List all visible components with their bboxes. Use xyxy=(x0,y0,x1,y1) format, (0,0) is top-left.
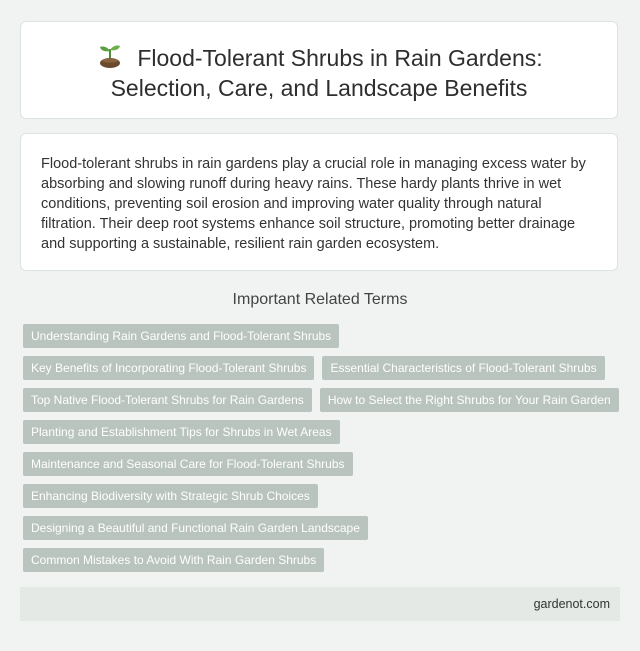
related-terms-row xyxy=(23,420,623,444)
related-term-tag[interactable]: Planting and Establishment Tips for Shrubs in Wet Areas xyxy=(23,420,340,444)
title-line-2: Selection, Care, and Landscape Benefits xyxy=(110,75,528,101)
intro-card xyxy=(20,133,618,271)
related-terms-row xyxy=(23,324,623,348)
seedling-icon xyxy=(95,43,125,69)
related-term-tag[interactable]: Key Benefits of Incorporating Flood-Tolerant Shrubs xyxy=(23,356,314,380)
related-term-tag[interactable]: Enhancing Biodiversity with Strategic Shrub Choices xyxy=(23,484,318,508)
footer-site: gardenot.com xyxy=(533,597,610,611)
related-term-tag[interactable]: Common Mistakes to Avoid With Rain Garden Shrubs xyxy=(23,548,324,572)
title-card xyxy=(20,21,618,119)
related-terms-list xyxy=(23,324,623,580)
intro-text: Flood-tolerant shrubs in rain gardens play a crucial role in managing excess water by absorbing and slowing runoff during heavy rains. These hardy plants thrive in wet conditions, preventing soil erosion and improving water quality through natural filtration. Their deep root systems enhance soil structure, promoting better drainage and supporting a sustainable, resilient rain garden ecosystem. xyxy=(41,156,586,252)
related-term-tag[interactable]: Maintenance and Seasonal Care for Flood-Tolerant Shrubs xyxy=(23,452,353,476)
related-terms-heading: Important Related Terms xyxy=(232,291,408,308)
related-term-tag[interactable]: Essential Characteristics of Flood-Tolerant Shrubs xyxy=(322,356,604,380)
page-title xyxy=(21,22,617,103)
related-term-tag[interactable]: How to Select the Right Shrubs for Your Rain Garden xyxy=(320,388,619,412)
title-line-1: Flood-Tolerant Shrubs in Rain Gardens: xyxy=(137,45,543,71)
related-terms-row xyxy=(23,548,623,572)
related-term-tag[interactable]: Top Native Flood-Tolerant Shrubs for Rain Gardens xyxy=(23,388,312,412)
footer xyxy=(20,587,620,621)
related-terms-row xyxy=(23,484,623,508)
related-terms-row xyxy=(23,452,623,476)
related-term-tag[interactable]: Understanding Rain Gardens and Flood-Tolerant Shrubs xyxy=(23,324,339,348)
related-terms-row xyxy=(23,388,623,412)
related-terms-row xyxy=(23,516,623,540)
related-terms-row xyxy=(23,356,623,380)
related-term-tag[interactable]: Designing a Beautiful and Functional Rain Garden Landscape xyxy=(23,516,368,540)
